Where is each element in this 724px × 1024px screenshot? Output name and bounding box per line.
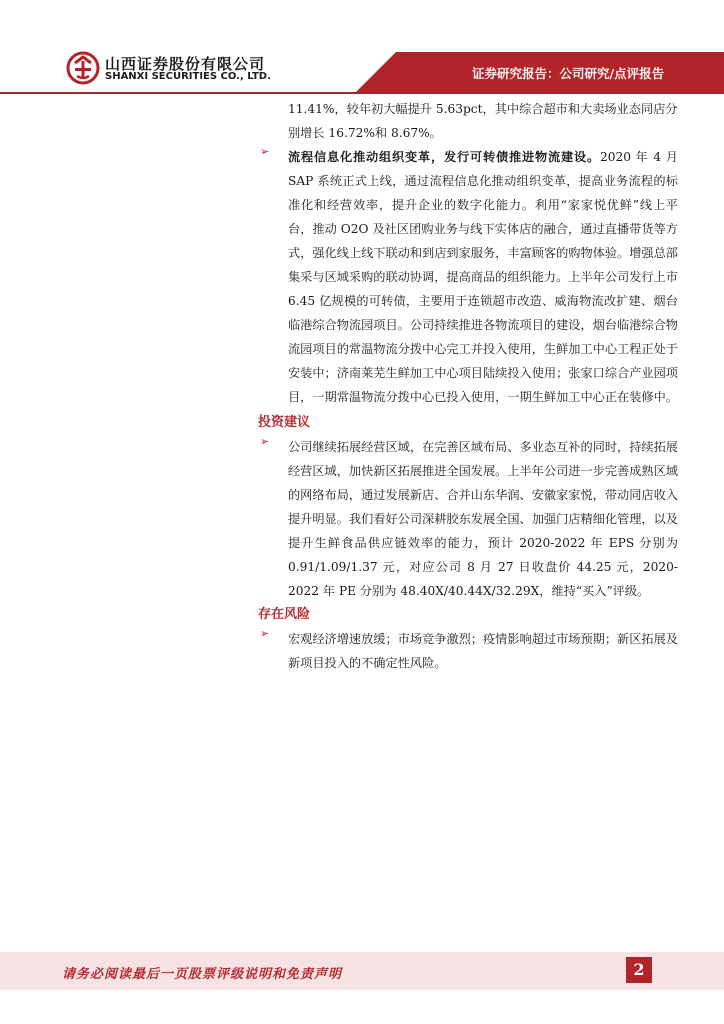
report-type-label: 证券研究报告：公司研究/点评报告 bbox=[472, 66, 665, 81]
bullet-arrow-icon: ➢ bbox=[260, 627, 270, 640]
list-item-process-text bbox=[288, 145, 678, 409]
list-item-process bbox=[258, 145, 678, 409]
intro-paragraph bbox=[258, 97, 678, 145]
risk-text: 宏观经济增速放缓；市场竞争激烈；疫情影响超过市场预期；新区拓展及新项目投入的不确定性风险。 bbox=[288, 632, 678, 670]
section-heading-invest: 投资建议 bbox=[258, 415, 311, 430]
bullet-arrow-icon: ➢ bbox=[260, 435, 270, 448]
bullet-arrow-icon: ➢ bbox=[260, 145, 270, 158]
list-item-invest bbox=[258, 435, 678, 603]
intro-line-1: 11.41%，较年初大幅提升 5.63pct，其中综合超市和大卖场业态同店分 bbox=[288, 102, 678, 116]
company-logo-icon bbox=[66, 51, 100, 85]
section-heading-risk: 存在风险 bbox=[258, 607, 311, 622]
item-body: 2020 年 4 月 SAP 系统正式上线，通过流程信息化推动组织变革，提高业务流程的标准化和经营效率，提升企业的数字化能力。利用“家家悦优鲜”线上平台，推动 O2O 及社区团购业务与线下实体店的融合，通过直播带货等方式，强化线上线下联动和到店到家服务，丰富顾客的购物体验。增强总部集采与区域采购的联动协调，提高商品的组织能力。上半年公司发行上市 6.45 亿规模的可转债，主要用于连锁超市改造、威海物流改扩建、烟台临港综合物流园项目。公司持续推进各物流项目的建设，烟台临港综合物流园项目的常温物流分拨中心完工并投入使用，生鲜加工中心工程正处于安装中；济南莱芜生鲜加工中心项目陆续投入使用；张家口综合产业园项目，一期常温物流分拨中心已投入使用，一期生鲜加工中心正在装修中。 bbox=[288, 150, 678, 404]
page-number: 2 bbox=[626, 957, 652, 983]
company-name-en: SHANXI SECURITIES CO., LTD. bbox=[105, 71, 271, 82]
list-item-risk bbox=[258, 627, 678, 675]
header-divider bbox=[0, 92, 724, 94]
item-heading: 流程信息化推动组织变革，发行可转债推进物流建设。 bbox=[288, 150, 600, 164]
main-content bbox=[258, 97, 678, 675]
company-name-cn: 山西证券股份有限公司 bbox=[105, 55, 266, 73]
page-header bbox=[0, 0, 724, 96]
invest-text: 公司继续拓展经营区域，在完善区域布局、多业态互补的同时，持续拓展经营区域，加快新区拓展推进全国发展。上半年公司进一步完善成熟区域的网络布局，通过发展新店、合并山东华润、安徽家家悦，带动同店收入提升明显。我们看好公司深耕胶东发展全国、加强门店精细化管理，以及提升生鲜食品供应链效率的能力，预计 2020-2022 年 EPS 分别为 0.91/1.09/1.37 元，对应公司 8 月 27 日收盘价 44.25 元，2020-2022 年 PE 分别为 48.40X/40.44X/32.29X，维持“买入”评级。 bbox=[288, 440, 678, 598]
intro-line-2: 别增长 16.72%和 8.67%。 bbox=[288, 126, 442, 140]
disclaimer-note: 请务必阅读最后一页股票评级说明和免责声明 bbox=[62, 967, 343, 982]
